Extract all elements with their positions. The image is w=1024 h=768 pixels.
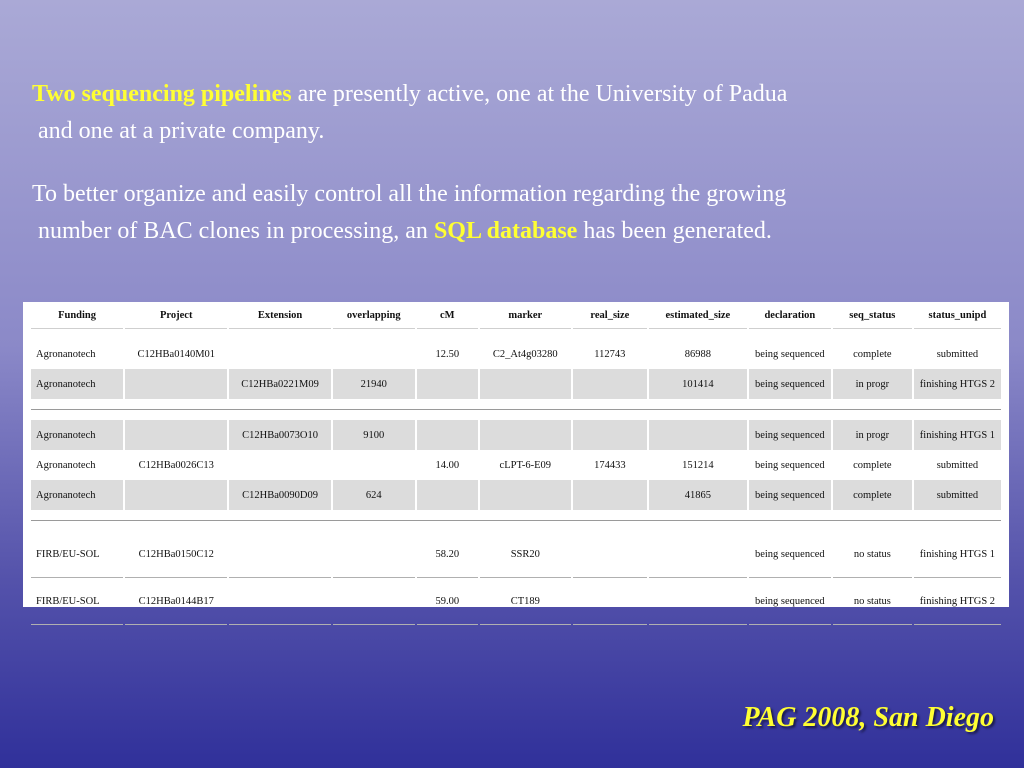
footer-conference-label: PAG 2008, San Diego [742,702,994,733]
cell-real-size [573,531,647,578]
table-separator [31,510,1001,520]
cell-seq-status: no status [833,578,912,625]
cell-declaration: being sequenced [749,480,831,510]
cell-project [125,480,227,510]
cell-estimated-size: 86988 [684,348,711,360]
cell-project: C12HBa0144B17 [125,578,227,625]
cell-project [125,420,227,450]
cell-extension [229,450,330,480]
cell-funding: Agronanotech [31,420,123,450]
col-header-status-unipd: status_unipd [914,302,1001,329]
table-separator [31,520,1001,531]
cell-declaration: being sequenced [749,420,831,450]
cell-overlapping: 624 [333,480,415,510]
cell-estimated-size [649,420,747,450]
table-row [31,531,1001,578]
intro-line: and one at a private company. [38,118,325,144]
cell-funding: FIRB/EU-SOL [31,578,123,625]
cell-status-unipd: submitted [936,459,979,471]
cell-marker [480,420,571,450]
table-row [31,369,1001,399]
table-row [31,450,1001,480]
cell-cm: 58.20 [417,531,478,578]
cell-marker: CT189 [480,578,571,625]
cell-marker: C2_At4g03280 [492,348,558,360]
intro-paragraph-2 [32,176,1007,250]
col-header-declaration: declaration [749,302,831,329]
cell-marker [480,480,571,510]
cell-seq-status: complete [853,348,892,360]
cell-funding: Agronanotech [31,480,123,510]
cell-seq-status: in progr [833,369,912,399]
highlight-pipelines: Two sequencing pipelines [32,81,292,107]
cell-estimated-size [649,531,747,578]
cell-real-size [573,420,647,450]
table-row [31,420,1001,450]
cell-declaration: being sequenced [754,459,825,471]
intro-text: are presently active, one at the University of Padua [291,81,788,107]
cell-funding: Agronanotech [31,369,123,399]
cell-status-unipd: finishing HTGS 1 [914,420,1001,450]
cell-extension [229,531,330,578]
cell-project: C12HBa0026C13 [138,459,214,471]
cell-estimated-size [649,578,747,625]
cell-overlapping [333,450,415,480]
cell-status-unipd: submitted [936,348,979,360]
col-header-project: Project [125,302,227,329]
intro-text: number of BAC clones in processing, an [38,218,434,244]
col-header-overlapping: overlapping [333,302,415,329]
cell-extension [229,339,330,369]
cell-cm [417,480,478,510]
cell-seq-status: complete [853,459,892,471]
cell-status-unipd: finishing HTGS 2 [914,578,1001,625]
cell-cm: 12.50 [435,348,460,360]
intro-paragraph-1 [32,76,1007,150]
cell-project: C12HBa0140M01 [137,348,216,360]
col-header-estimated-size: estimated_size [649,302,747,329]
cell-estimated-size: 41865 [649,480,747,510]
intro-line: To better organize and easily control all the information regarding the growing [32,181,787,207]
cell-overlapping [333,578,415,625]
cell-status-unipd: finishing HTGS 2 [914,369,1001,399]
cell-funding: Agronanotech [36,459,96,471]
table-header-row [31,302,1001,329]
table-row [31,578,1001,625]
cell-real-size: 112743 [594,348,626,360]
table-separator [31,409,1001,420]
cell-project: C12HBa0150C12 [125,531,227,578]
cell-overlapping: 21940 [333,369,415,399]
intro-text: has been generated. [577,218,772,244]
cell-overlapping [333,339,415,369]
cell-declaration: being sequenced [754,348,825,360]
cell-funding: Agronanotech [36,348,96,360]
cell-real-size [573,480,647,510]
cell-real-size: 174433 [594,459,626,471]
cell-project [125,369,227,399]
table-row [31,480,1001,510]
table-separator [31,399,1001,409]
cell-seq-status: in progr [833,420,912,450]
cell-real-size [573,369,647,399]
intro-line [32,213,1007,250]
cell-extension: C12HBa0221M09 [229,369,330,399]
cell-extension: C12HBa0073O10 [229,420,330,450]
col-header-marker: marker [480,302,571,329]
cell-declaration: being sequenced [749,578,831,625]
col-header-real-size: real_size [573,302,647,329]
bac-clone-table [29,302,1003,625]
cell-marker [480,369,571,399]
cell-overlapping [333,531,415,578]
col-header-extension: Extension [229,302,330,329]
cell-funding: FIRB/EU-SOL [31,531,123,578]
table-row [31,339,1001,369]
cell-seq-status: complete [833,480,912,510]
cell-extension: C12HBa0090D09 [229,480,330,510]
cell-status-unipd: submitted [914,480,1001,510]
cell-cm [417,420,478,450]
cell-extension [229,578,330,625]
cell-seq-status: no status [833,531,912,578]
cell-declaration: being sequenced [749,369,831,399]
intro-line [32,76,1007,113]
cell-cm: 59.00 [417,578,478,625]
cell-overlapping: 9100 [333,420,415,450]
bac-clone-table-panel [23,302,1009,607]
cell-declaration: being sequenced [749,531,831,578]
cell-real-size [573,578,647,625]
table-spacer [31,329,1001,339]
col-header-cm: cM [417,302,478,329]
cell-marker: SSR20 [480,531,571,578]
cell-cm [417,369,478,399]
cell-cm: 14.00 [435,459,460,471]
cell-estimated-size: 101414 [649,369,747,399]
cell-marker: cLPT-6-E09 [499,459,552,471]
cell-estimated-size: 151214 [682,459,714,471]
col-header-funding: Funding [31,302,123,329]
highlight-sql-database: SQL database [433,218,578,244]
col-header-seq-status: seq_status [833,302,912,329]
cell-status-unipd: finishing HTGS 1 [914,531,1001,578]
